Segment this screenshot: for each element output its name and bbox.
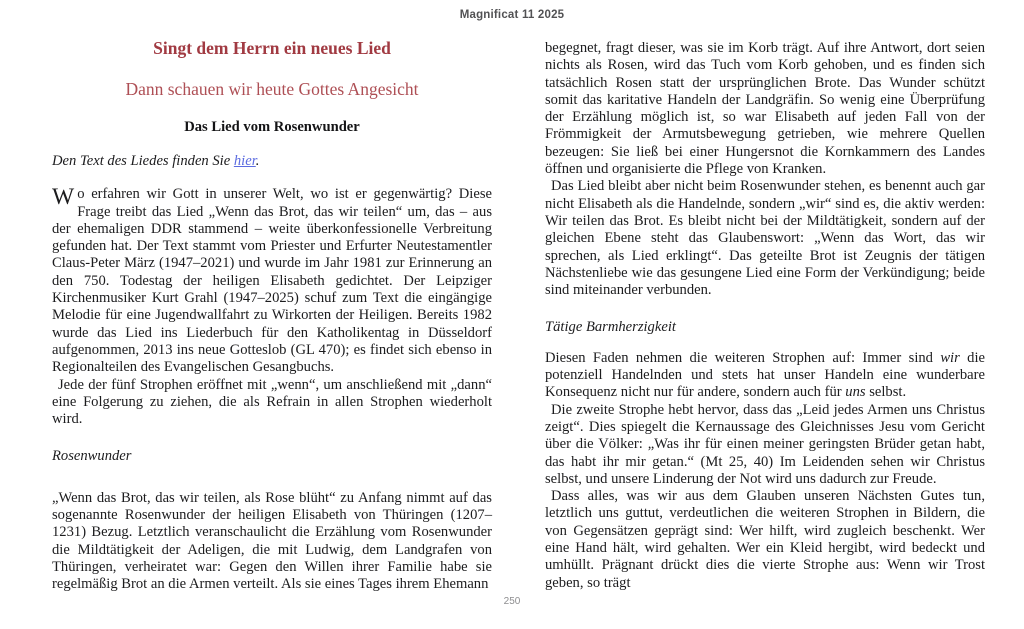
emphasis-word-wir: wir — [940, 349, 960, 366]
section-heading: Das Lied vom Rosenwunder — [184, 119, 360, 135]
article-title: Singt dem Herrn ein neues Lied — [153, 38, 391, 58]
paragraph-faden-seg1: Diesen Faden nehmen die weiteren Strophen auf: Immer sind — [545, 349, 941, 366]
paragraph-strophen: Jede der fünf Strophen eröffnet mit „wenn“, um anschließend mit „dann“ eine Folgerung zu ziehen, die als Refrain in allen Strophen wiederholt wird. — [52, 376, 492, 428]
paragraph-intro — [52, 186, 492, 376]
article-subtitle: Dann schauen wir heute Gottes Angesicht — [125, 79, 419, 99]
emphasis-word-uns: uns — [845, 384, 866, 401]
running-header: Magnificat 11 2025 — [459, 9, 565, 21]
song-text-link-line — [52, 153, 492, 170]
subheading-rosenwunder: Rosenwunder — [52, 448, 132, 465]
paragraph-lied-bleibt: Das Lied bleibt aber nicht beim Rosenwunder stehen, es benennt auch gar nicht Elisabeth als die Handelnde, sondern „wir“ sind es, die aktiv werden: Wir teilen das Brot. Es bleibt nicht bei der Mildtätigkeit, sondern auf der gleichen Ebene steht das Glaubenswort: „Wenn das Wort, das wir sprechen, als Lied erklingt“. Das geteilte Brot ist Zeugnis der tätigen Nächstenliebe wie das gesungene Lied eine Form der Verkündigung; beide sind miteinander verbunden. — [545, 178, 985, 299]
paragraph-korb: begegnet, fragt dieser, was sie im Korb trägt. Auf ihre Antwort, dort seien nichts als Rosen, wird das Tuch vom Korb gehoben, und es finden sich tatsächlich Rosen statt der ursprünglichen Brote. Das Wunder schützt somit das karitative Handeln der Landgräfin. So wenig eine Überprüfung der Erzählung möglich ist, so war Elisabeth auf jeden Fall von der Frömmigkeit der Armutsbewegung getrieben, wie mehrere Quellen bezeugen: Sie ließ bei einer Hungersnot die Kornkammern des Landes öffnen und organisierte die Pflege von Kranken. — [545, 40, 985, 178]
paragraph-faden-seg3: selbst. — [865, 384, 907, 401]
paragraph-intro-text: o erfahren wir Gott in unserer Welt, wo ist er gegenwärtig? Diese Frage treibt das Lied „Wenn das Brot, das wir teilen“ um, das – aus der ehemaligen DDR stammend – weite überkonfessionelle Verbreitung gefunden hat. Der Text stammt vom Priester und Erfurter Neutestamentler Claus-Peter März (1947–2021) und wurde im Jahr 1981 zur Erinnerung an den 750. Todestag der heiligen Elisabeth gedichtet. Der Leipziger Kirchenmusiker Kurt Grahl (1947–2025) schuf zum Text die eingängige Melodie für eine Jugendwallfahrt zu Wirkorten der Heiligen. Bereits 1982 wurde das Lied ins Liederbuch für den Katholikentag in Düsseldorf aufgenommen, 2013 ins neue Gotteslob (GL 470); es findet sich ebenso in Regionalteilen des Evangelischen Gesangbuchs. — [52, 186, 492, 376]
link-line-prefix: Den Text des Liedes finden Sie — [52, 153, 234, 169]
page-number: 250 — [503, 596, 521, 607]
paragraph-dass-alles: Dass alles, was wir aus dem Glauben unseren Nächsten Gutes tun, letztlich uns guttut, verdeutlichen die weiteren Strophen in Bildern, die von Gegensätzen geprägt sind: Wer hilft, wird zugleich beschenkt. Wer eine Hand hält, wird gehalten. Wer ein Kleid hergibt, wird bedeckt und umhüllt. Prägnant drückt dies die vierte Strophe aus: Wenn wir Trost geben, so trägt — [545, 488, 985, 591]
text-link-hier[interactable]: hier — [233, 153, 256, 169]
paragraph-faden-seg2: die potenziell Handelnden und stets hat unser Handeln eine wunderbare Konsequenz nicht nur für andere, sondern auch für — [545, 349, 985, 401]
paragraph-faden — [545, 350, 985, 402]
drop-cap: W — [52, 184, 75, 211]
subheading-barmherzigkeit: Tätige Barmherzigkeit — [545, 319, 676, 336]
paragraph-rosenwunder: „Wenn das Brot, das wir teilen, als Rose blüht“ zu Anfang nimmt auf das sogenannte Rosenwunder der heiligen Elisabeth von Thüringen (1207–1231) Bezug. Letztlich veranschaulicht die Erzählung vom Rosenwunder die Mildtätigkeit der Adeligen, die mit Ludwig, dem Landgrafen von Thüringen, verheiratet war: Gegen den Willen ihrer Familie habe sie regelmäßig Brot an die Armen verteilt. Als sie eines Tages ihrem Ehemann — [52, 489, 492, 593]
right-page-column — [545, 40, 985, 592]
link-line-suffix: . — [255, 153, 260, 169]
paragraph-zweite-strophe: Die zweite Strophe hebt hervor, dass das „Leid jedes Armen uns Christus zeigt“. Dies spiegelt die Kernaussage des Gleichnisses Jesu vom Gericht über die Völker: „Was ihr für einen meiner geringsten Brüder getan habt, das habt ihr mir getan.“ (Mt 25, 40) Im Leidenden sehen wir Christus selbst, und unsere Linderung der Not wird uns dadurch zur Freude. — [545, 401, 985, 487]
left-page-column — [52, 38, 492, 594]
